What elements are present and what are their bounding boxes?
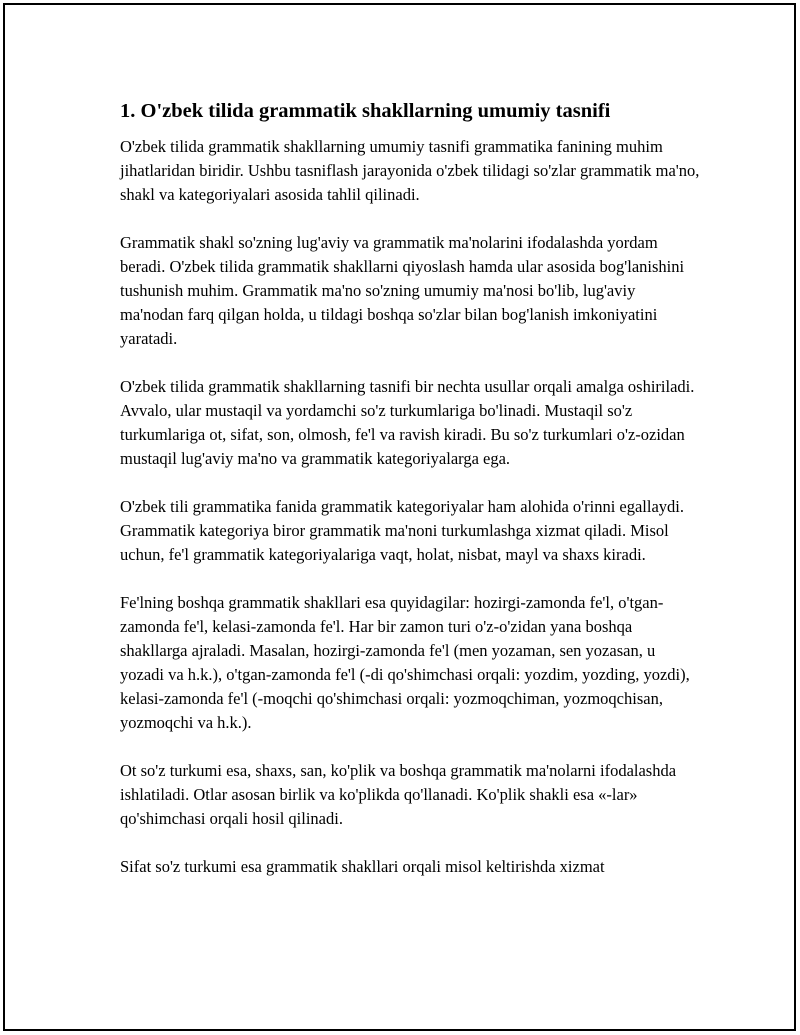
paragraph-1: O'zbek tilida grammatik shakllarning umumiy tasnifi grammatika fanining muhim jihatlaridan biridir. Ushbu tasniflash jarayonida o'zbek tilidagi so'zlar grammatik ma'no, shakl va kategoriyalari asosida tahlil qilinadi. [120, 137, 700, 204]
section-heading: 1. O'zbek tilida grammatik shakllarning umumiy tasnifi [120, 100, 611, 122]
paragraph-4: O'zbek tili grammatika fanida grammatik kategoriyalar ham alohida o'rinni egallaydi. Grammatik kategoriya biror grammatik ma'noni turkumlashga xizmat qiladi. Misol uchun, fe'l grammatik kategoriyalariga vaqt, holat, nisbat, mayl va shaxs kiradi. [120, 497, 684, 564]
document-body [120, 97, 700, 879]
page-frame [3, 3, 796, 1031]
paragraph-3: O'zbek tilida grammatik shakllarning tasnifi bir nechta usullar orqali amalga oshiriladi. Avvalo, ular mustaqil va yordamchi so'z turkumlariga bo'linadi. Mustaqil so'z turkumlariga ot, sifat, son, olmosh, fe'l va ravish kiradi. Bu so'z turkumlari o'z-ozidan mustaqil lug'aviy ma'no va grammatik kategoriyalarga ega. [120, 377, 695, 468]
paragraph-6: Ot so'z turkumi esa, shaxs, san, ko'plik va boshqa grammatik ma'nolarni ifodalashda ishlatiladi. Otlar asosan birlik va ko'plikda qo'llanadi. Ko'plik shakli esa «-lar» qo'shimchasi orqali hosil qilinadi. [120, 761, 677, 828]
paragraph-2: Grammatik shakl so'zning lug'aviy va grammatik ma'nolarini ifodalashda yordam beradi. O'zbek tilida grammatik shakllarni qiyoslash hamda ular asosida bog'lanishini tushunish muhim. Grammatik ma'no so'zning umumiy ma'nosi bo'lib, lug'aviy ma'nodan farq qilgan holda, u tildagi boshqa so'zlar bilan bog'lanish imkoniyatini yaratadi. [120, 233, 685, 348]
paragraph-5: Fe'lning boshqa grammatik shakllari esa quyidagilar: hozirgi-zamonda fe'l, o'tgan-zamonda fe'l, kelasi-zamonda fe'l. Har bir zamon turi o'z-o'zidan yana boshqa shakllarga ajraladi. Masalan, hozirgi-zamonda fe'l (men yozaman, sen yozasan, u yozadi va h.k.), o'tgan-zamonda fe'l (-di qo'shimchasi orqali: yozdim, yozding, yozdi), kelasi-zamonda fe'l (-moqchi qo'shimchasi orqali: yozmoqchiman, yozmoqchisan, yozmoqchi va h.k.). [120, 593, 690, 732]
paragraph-7: Sifat so'z turkumi esa grammatik shakllari orqali misol keltirishda xizmat [120, 857, 605, 876]
